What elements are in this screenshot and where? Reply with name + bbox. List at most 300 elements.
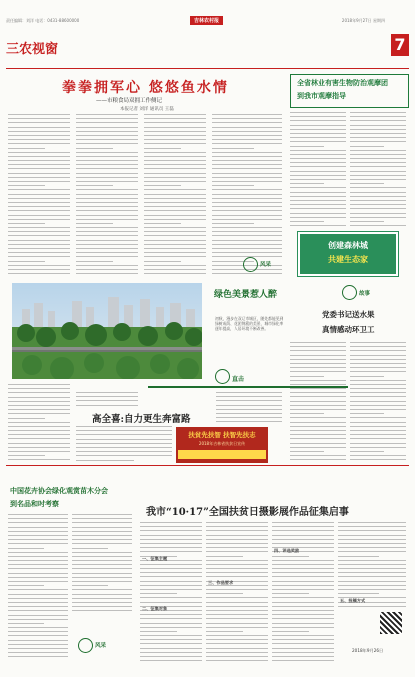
text-line [350, 376, 384, 377]
text-line [140, 631, 177, 632]
text-line [350, 133, 406, 134]
text-line [8, 194, 70, 195]
text-line [8, 265, 70, 266]
text-line [144, 194, 206, 195]
lead-body-col-1 [8, 114, 70, 274]
text-line [206, 614, 268, 615]
header-meta: 责任编辑：刘洋 电话：0431-88600000 [6, 18, 80, 23]
text-line [290, 208, 346, 209]
text-line [8, 227, 70, 228]
text-line [8, 518, 68, 519]
text-line [140, 551, 202, 552]
text-line [144, 269, 206, 270]
text-line [350, 455, 406, 456]
text-line [212, 114, 282, 115]
text-line [350, 355, 406, 356]
text-line [350, 384, 406, 385]
text-line [76, 152, 138, 153]
text-line [8, 631, 68, 632]
text-line [338, 589, 406, 590]
text-line [290, 129, 346, 130]
text-line [272, 556, 309, 557]
text-line [76, 189, 138, 190]
text-line [272, 610, 334, 611]
text-line [8, 606, 68, 607]
text-line [350, 187, 406, 188]
text-line [272, 543, 334, 544]
text-line [350, 380, 406, 381]
feng-tag-top: 风采 [260, 262, 272, 268]
text-line [290, 112, 346, 113]
text-line [350, 447, 406, 448]
text-line [212, 173, 282, 174]
text-line [212, 252, 282, 253]
text-line [8, 189, 70, 190]
text-line [206, 564, 268, 565]
text-line [76, 248, 138, 249]
text-line [72, 539, 132, 540]
text-line [8, 413, 70, 414]
forestry-title-line-1: 全省林业有害生物防治观摩团 [297, 79, 388, 87]
forest-ad-line-2: 共建生态家 [328, 255, 368, 264]
text-line [76, 269, 138, 270]
text-line [350, 196, 406, 197]
lead-body-col-2 [76, 114, 138, 274]
text-line [350, 175, 406, 176]
text-line [350, 166, 406, 167]
text-line [72, 573, 132, 574]
text-line [144, 273, 206, 274]
text-line [8, 539, 68, 540]
notice-section-5: 五、投稿方式 [340, 598, 366, 603]
text-line [144, 231, 206, 232]
text-line [140, 593, 177, 594]
text-line [76, 164, 138, 165]
text-line [144, 227, 206, 228]
text-line [290, 225, 346, 226]
text-line [140, 614, 202, 615]
text-line [272, 660, 334, 661]
text-line [212, 189, 282, 190]
text-line [140, 576, 202, 577]
text-line [144, 139, 206, 140]
text-line [8, 585, 44, 586]
text-line [216, 396, 282, 397]
text-line [272, 618, 334, 619]
text-line [290, 417, 346, 418]
notice-section-4: 四、评选奖励 [274, 548, 300, 553]
text-line [76, 131, 138, 132]
text-line [140, 635, 202, 636]
text-line [338, 568, 406, 569]
text-line [290, 430, 346, 431]
text-line [350, 451, 384, 452]
text-line [338, 606, 406, 607]
text-line [290, 192, 346, 193]
text-line [350, 396, 406, 397]
text-line [206, 606, 268, 607]
photo-feature-caption: 初秋，漫步在双辽市城区，随处都能见到绿树成荫、花团锦簇的美景，城市绿化率逐年提高，人居环境不断改善。 [215, 316, 284, 332]
city-green-photo [12, 283, 202, 379]
text-line [272, 639, 334, 640]
text-line [144, 173, 206, 174]
text-line [140, 627, 202, 628]
text-line [290, 175, 346, 176]
text-line [72, 606, 132, 607]
story-tag-circle [342, 285, 357, 300]
text-line [76, 460, 134, 461]
text-line [144, 177, 206, 178]
text-line [350, 401, 406, 402]
text-line [8, 148, 45, 149]
text-line [8, 451, 70, 452]
middle-body-col-left [8, 384, 70, 462]
text-line [338, 593, 379, 594]
text-line [140, 623, 202, 624]
text-line [206, 627, 268, 628]
text-line [272, 602, 334, 603]
text-line [206, 593, 243, 594]
text-line [272, 593, 309, 594]
section-title: 三农视窗 [6, 42, 59, 57]
text-line [290, 171, 346, 172]
text-line [206, 643, 268, 644]
text-line [8, 252, 70, 253]
text-line [72, 581, 132, 582]
text-line [8, 422, 70, 423]
text-line [76, 273, 138, 274]
text-line [350, 221, 384, 222]
text-line [8, 185, 45, 186]
text-line [72, 556, 132, 557]
text-line [350, 162, 406, 163]
text-line [72, 589, 132, 590]
feng-tag-bottom: 风采 [95, 643, 107, 649]
text-line [144, 235, 206, 236]
text-line [8, 181, 70, 182]
text-line [8, 160, 70, 161]
text-line [76, 261, 113, 262]
text-line [8, 581, 68, 582]
text-line [206, 547, 268, 548]
text-line [272, 581, 334, 582]
text-line [350, 350, 406, 351]
text-line [140, 589, 202, 590]
text-line [212, 223, 254, 224]
text-line [8, 426, 70, 427]
text-line [140, 535, 202, 536]
text-line [290, 137, 346, 138]
text-line [290, 363, 346, 364]
text-line [350, 426, 406, 427]
middle-body-col-3 [76, 426, 172, 462]
text-line [272, 589, 334, 590]
text-line [8, 173, 70, 174]
text-line [338, 572, 406, 573]
text-line [8, 235, 70, 236]
text-line [8, 418, 45, 419]
text-line [290, 162, 346, 163]
story-body-col-1 [290, 342, 346, 460]
text-line [350, 125, 406, 126]
text-line [290, 447, 346, 448]
text-line [140, 572, 202, 573]
text-line [338, 535, 406, 536]
text-line [350, 217, 406, 218]
poverty-ad-banner [178, 450, 266, 459]
text-line [272, 530, 334, 531]
flower-assoc-title-line-2: 到名品和吋考察 [10, 500, 59, 508]
text-line [8, 560, 68, 561]
text-line [8, 543, 68, 544]
text-line [140, 547, 202, 548]
text-line [212, 244, 282, 245]
text-line [8, 244, 70, 245]
text-line [144, 256, 206, 257]
text-line [8, 198, 70, 199]
text-line [76, 392, 138, 393]
text-line [76, 396, 138, 397]
text-line [8, 552, 68, 553]
text-line [8, 548, 44, 549]
text-line [206, 618, 268, 619]
text-line [290, 359, 346, 360]
text-line [8, 122, 70, 123]
text-line [290, 355, 346, 356]
text-line [144, 118, 206, 119]
zhiji-tag: 直击 [232, 376, 245, 383]
text-line [76, 256, 138, 257]
text-line [8, 652, 68, 653]
text-line [272, 652, 334, 653]
text-line [338, 551, 406, 552]
zhiji-tag-circle [215, 369, 230, 384]
text-line [206, 556, 243, 557]
text-line [144, 223, 181, 224]
text-line [8, 434, 70, 435]
text-line [212, 160, 282, 161]
text-line [72, 535, 132, 536]
text-line [8, 143, 70, 144]
text-line [8, 409, 70, 410]
text-line [8, 564, 68, 565]
text-line [8, 459, 70, 460]
text-line [290, 443, 346, 444]
text-line [72, 548, 108, 549]
text-line [212, 202, 282, 203]
text-line [350, 120, 406, 121]
poverty-ad [176, 427, 268, 463]
text-line [338, 556, 379, 557]
poverty-ad-line-1: 扶贫先扶智 扶智先扶志 [188, 431, 256, 439]
text-line [8, 223, 45, 224]
text-line [338, 539, 406, 540]
text-line [144, 127, 206, 128]
text-line [212, 198, 282, 199]
text-line [72, 560, 132, 561]
text-line [76, 231, 138, 232]
text-line [350, 141, 406, 142]
text-line [290, 217, 346, 218]
text-line [8, 206, 70, 207]
text-line [144, 168, 206, 169]
text-line [76, 148, 113, 149]
text-line [350, 363, 406, 364]
text-line [8, 127, 70, 128]
text-line [272, 597, 334, 598]
forest-ad-line-1: 创建森林城 [328, 241, 368, 250]
text-line [338, 547, 406, 548]
text-line [72, 527, 132, 528]
text-line [350, 422, 406, 423]
text-line [72, 610, 132, 611]
text-line [144, 148, 181, 149]
forestry-body-col-1 [290, 112, 346, 227]
text-line [212, 164, 282, 165]
text-line [350, 430, 406, 431]
text-line [72, 564, 132, 565]
text-line [350, 116, 406, 117]
text-line [140, 564, 202, 565]
story-body-col-2 [350, 342, 406, 460]
text-line [76, 447, 172, 448]
text-line [350, 158, 406, 159]
text-line [140, 643, 202, 644]
text-line [338, 530, 406, 531]
text-line [212, 168, 282, 169]
text-line [140, 585, 202, 586]
text-line [144, 244, 206, 245]
text-line [8, 384, 70, 385]
text-line [350, 213, 406, 214]
text-line [76, 455, 172, 456]
text-line [76, 177, 138, 178]
story-title-line-2: 真情感动环卫工 [322, 325, 375, 334]
text-line [144, 215, 206, 216]
text-line [272, 614, 334, 615]
text-line [290, 434, 346, 435]
notice-col-2 [206, 522, 268, 662]
text-line [290, 204, 346, 205]
text-line [144, 164, 206, 165]
text-line [290, 213, 346, 214]
text-line [140, 539, 202, 540]
text-line [290, 116, 346, 117]
notice-col-1 [140, 522, 202, 662]
text-line [212, 219, 282, 220]
text-line [8, 635, 68, 636]
text-line [212, 185, 254, 186]
text-line [290, 455, 346, 456]
text-line [212, 143, 282, 144]
notice-section-1: 一、征集主题 [142, 556, 168, 561]
text-line [212, 273, 282, 274]
text-line [76, 244, 138, 245]
text-line [76, 114, 138, 115]
forestry-title-line-2: 到我市观摩指导 [297, 92, 346, 100]
text-line [76, 143, 138, 144]
text-line [76, 206, 138, 207]
text-line [144, 240, 206, 241]
text-line [290, 342, 346, 343]
lead-body-col-4 [212, 114, 282, 274]
text-line [206, 639, 268, 640]
text-line [290, 221, 324, 222]
middle-body-col-4 [216, 392, 282, 422]
text-line [350, 154, 406, 155]
text-line [144, 156, 206, 157]
text-line [76, 426, 172, 427]
text-line [272, 576, 334, 577]
text-line [272, 564, 334, 565]
text-line [350, 129, 406, 130]
text-line [140, 618, 202, 619]
qr-code [380, 612, 402, 634]
forestry-body-col-2 [350, 112, 406, 227]
text-line [144, 219, 206, 220]
text-line [140, 568, 202, 569]
text-line [8, 152, 70, 153]
text-line [206, 535, 268, 536]
text-line [8, 568, 68, 569]
text-line [338, 585, 406, 586]
text-line [76, 223, 113, 224]
text-line [350, 413, 384, 414]
text-line [212, 131, 282, 132]
text-line [140, 648, 202, 649]
text-line [350, 112, 406, 113]
text-line [350, 434, 406, 435]
text-line [350, 367, 406, 368]
text-line [8, 240, 70, 241]
text-line [272, 648, 334, 649]
feng-tag-circle-bottom [78, 638, 93, 653]
text-line [8, 219, 70, 220]
text-line [350, 459, 406, 460]
story-tag: 故事 [359, 291, 371, 297]
text-line [8, 535, 68, 536]
text-line [212, 235, 282, 236]
text-line [212, 118, 282, 119]
text-line [350, 192, 406, 193]
text-line [290, 392, 346, 393]
text-line [206, 648, 268, 649]
text-line [8, 514, 68, 515]
text-line [290, 183, 324, 184]
text-line [290, 426, 346, 427]
text-line [144, 135, 206, 136]
text-line [140, 526, 202, 527]
text-line [290, 409, 346, 410]
text-line [206, 623, 268, 624]
text-line [8, 397, 70, 398]
text-line [272, 643, 334, 644]
text-line [338, 581, 406, 582]
text-line [290, 413, 324, 414]
text-line [76, 122, 138, 123]
text-line [72, 522, 132, 523]
text-line [206, 652, 268, 653]
text-line [272, 526, 334, 527]
text-line [206, 610, 268, 611]
text-line [72, 577, 132, 578]
text-line [8, 405, 70, 406]
text-line [206, 560, 268, 561]
text-line [350, 225, 406, 226]
text-line [212, 248, 282, 249]
text-line [206, 576, 268, 577]
text-line [8, 589, 68, 590]
